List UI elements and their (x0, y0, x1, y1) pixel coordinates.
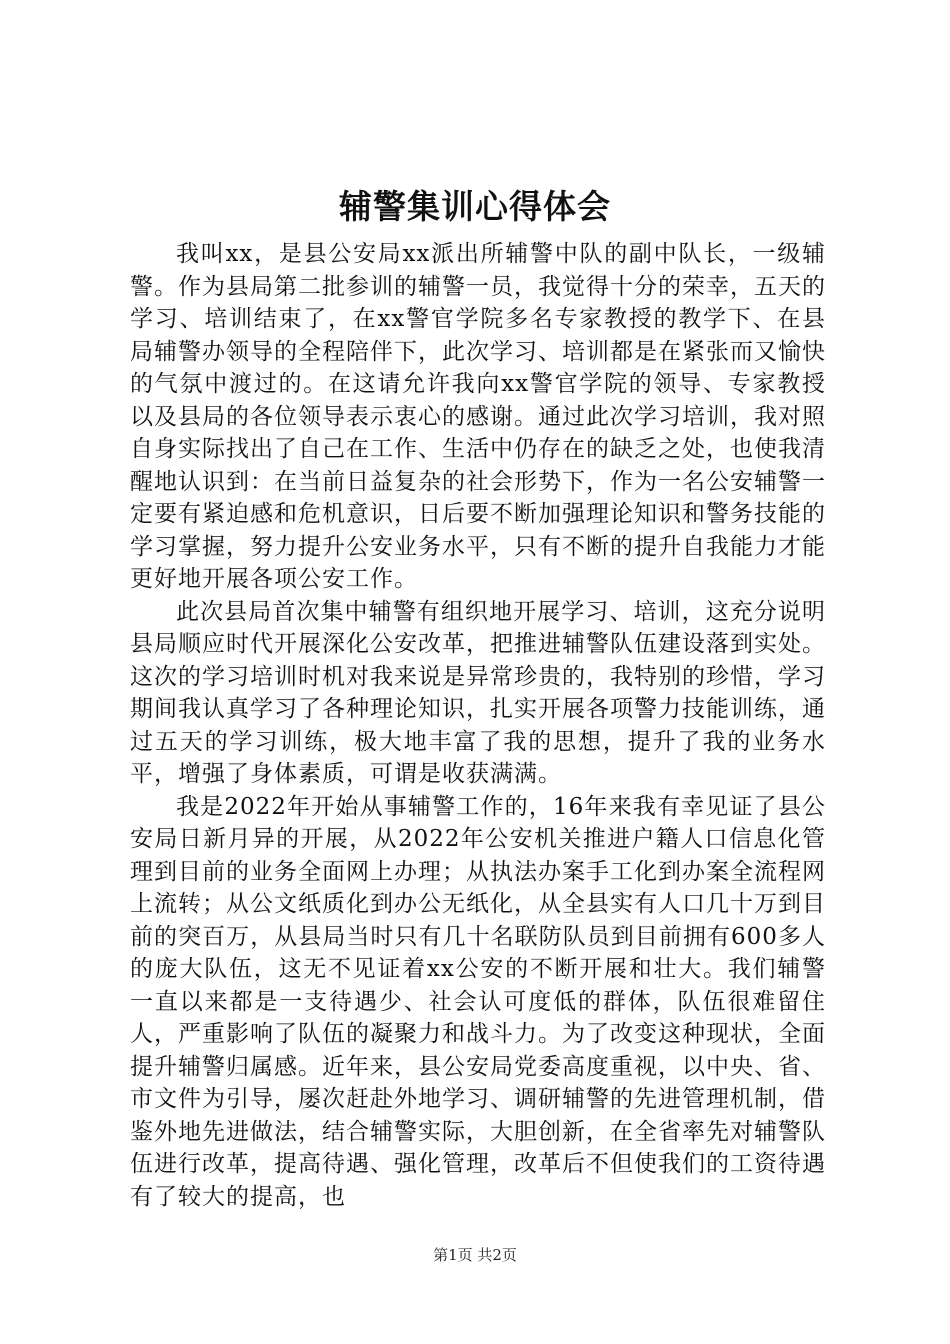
paragraph: 我是2022年开始从事辅警工作的，16年来我有幸见证了县公安局日新月异的开展，从2022年公安机关推进户籍人口信息化管理到目前的业务全面网上办理；从执法办案手工化到办案全流程网上流转；从公文纸质化到办公无纸化，从全县实有人口几十万到目前的突百万，从县局当时只有几十名联防队员到目前拥有600多人的庞大队伍，这无不见证着xx公安的不断开展和壮大。我们辅警一直以来都是一支待遇少、社会认可度低的群体，队伍很难留住人，严重影响了队伍的凝聚力和战斗力。为了改变这种现状，全面提升辅警归属感。近年来，县公安局党委高度重视，以中央、省、市文件为引导，屡次赶赴外地学习、调研辅警的先进管理机制，借鉴外地先进做法，结合辅警实际，大胆创新，在全省率先对辅警队伍进行改革，提高待遇、强化管理，改革后不但使我们的工资待遇有了较大的提高，也 (130, 793, 826, 1210)
document-title: 辅警集训心得体会 (339, 187, 611, 226)
document-body (130, 238, 826, 1213)
paragraph: 我叫xx，是县公安局xx派出所辅警中队的副中队长，一级辅警。作为县局第二批参训的辅警一员，我觉得十分的荣幸，五天的学习、培训结束了，在xx警官学院多名专家教授的教学下、在县局辅警办领导的全程陪伴下，此次学习、培训都是在紧张而又愉快的气氛中渡过的。在这请允许我向xx警官学院的领导、专家教授以及县局的各位领导表示衷心的感谢。通过此次学习培训，我对照自身实际找出了自己在工作、生活中仍存在的缺乏之处，也使我清醒地认识到：在当前日益复杂的社会形势下，作为一名公安辅警一定要有紧迫感和危机意识，日后要不断加强理论知识和警务技能的学习掌握，努力提升公安业务水平，只有不断的提升自我能力才能更好地开展各项公安工作。 (130, 241, 826, 592)
paragraph: 此次县局首次集中辅警有组织地开展学习、培训，这充分说明县局顺应时代开展深化公安改革，把推进辅警队伍建设落到实处。这次的学习培训时机对我来说是异常珍贵的，我特别的珍惜，学习期间我认真学习了各种理论知识，扎实开展各项警力技能训练，通过五天的学习训练，极大地丰富了我的思想，提升了我的业务水平，增强了身体素质，可谓是收获满满。 (130, 598, 826, 787)
page-number: 第1页 共2页 (433, 1246, 517, 1264)
